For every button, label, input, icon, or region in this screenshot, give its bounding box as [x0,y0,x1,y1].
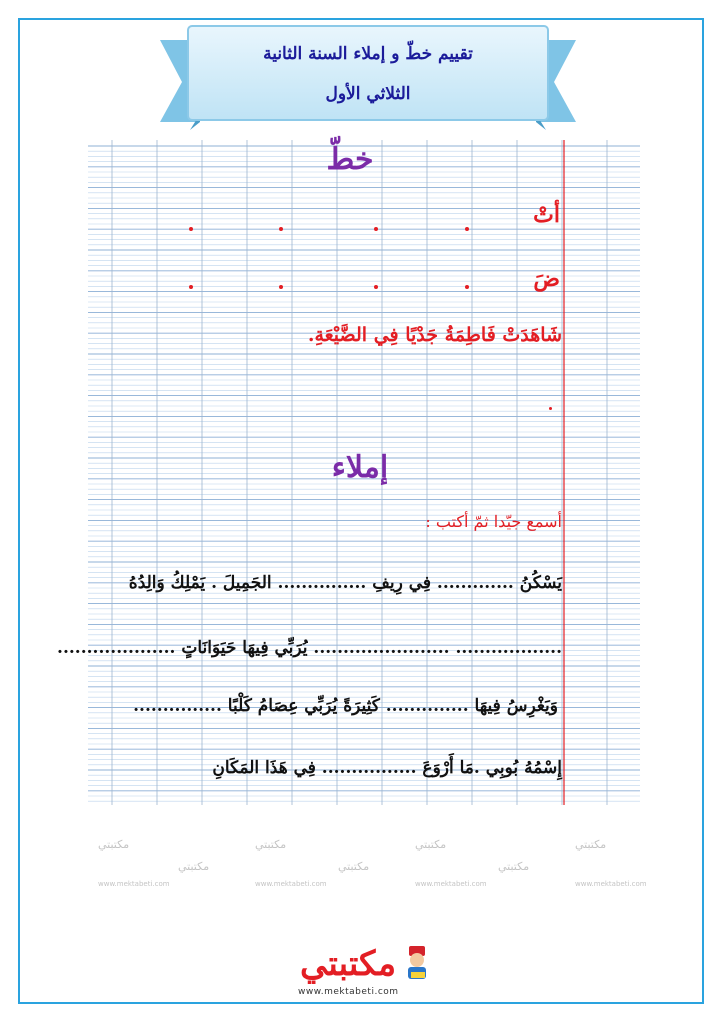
logo-mascot-icon [403,944,433,984]
watermark-url: www.mektabeti.com [575,880,647,888]
watermark: مكتبتي [178,860,210,873]
watermark-url: www.mektabeti.com [255,880,327,888]
watermark: مكتبتي [338,860,370,873]
guide-dot [279,285,283,289]
dictation-instruction: أسمع جيّدا ثمّ أكتب : [425,512,562,531]
guide-dot [374,285,378,289]
footer-logo-url: www.mektabeti.com [298,987,399,997]
guide-dot [549,407,552,410]
header-title-block [188,34,548,114]
guide-dot [189,227,193,231]
watermark-url: www.mektabeti.com [98,880,170,888]
watermark-url: www.mektabeti.com [415,880,487,888]
footer-logo: مكتبتي [300,944,397,984]
watermark: مكتبتي [498,860,530,873]
letter-row-2-label: ضَ [533,266,560,292]
guide-dot [189,285,193,289]
handwriting-title: خطّ [326,142,374,177]
handwriting-sentence: شَاهَدَتْ فَاطِمَةُ جَدْيًا فِي الضَّيْعَةِ. [307,324,562,346]
header-title-line1: تقييم خطّ و إملاء السنة الثانية [263,44,473,64]
dictation-line-1: يَسْكُنُ ............. فِي رِيفِ ............... الجَمِيلَ . يَمْلِكُ وَالِدُهُ [128,573,562,593]
dictation-line-4: إِسْمُهُ بُوبِي .مَا أَرْوَعَ ................ فِي هَذَا المَكَانِ [212,758,562,778]
watermark: مكتبتي [98,838,130,851]
watermark: مكتبتي [255,838,287,851]
guide-dot [465,227,469,231]
guide-dot [465,285,469,289]
dictation-title: إملاء [331,450,389,485]
watermark: مكتبتي [575,838,607,851]
watermark: مكتبتي [415,838,447,851]
guide-dot [374,227,378,231]
header-title-line2: الثلاثي الأول [325,84,411,104]
dictation-line-2: .................. ....................... يُرَبِّي فِيهَا حَيَوَانَاتٍ .................... [57,638,562,658]
dictation-line-3: وَيَغْرِسُ فِيهَا .............. كَثِيرَةً يُرَبِّي عِصَامُ كَلْبًا ............... [133,696,558,716]
guide-dot [279,227,283,231]
letter-row-1-label: أتْ [533,202,560,228]
